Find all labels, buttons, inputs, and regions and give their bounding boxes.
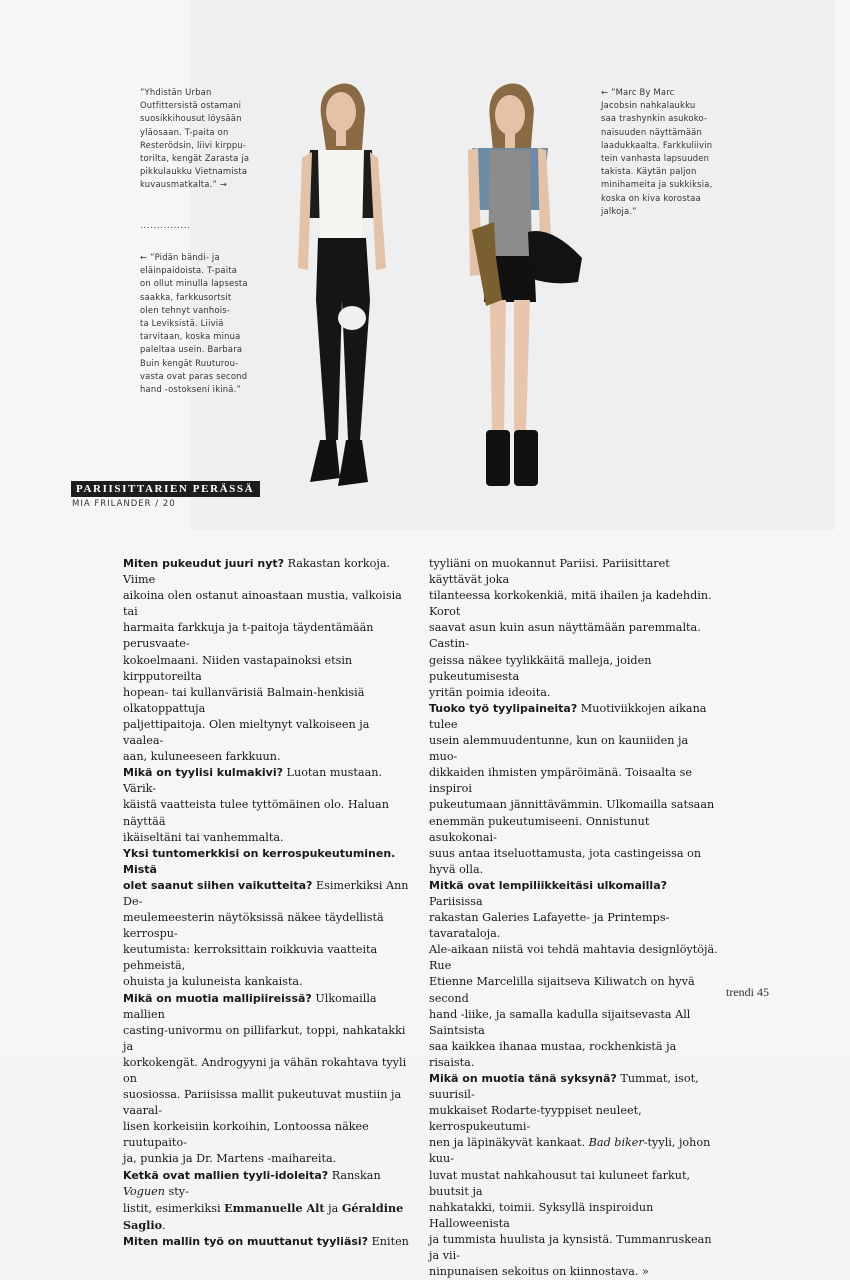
answer-text: korkokengät. Androgyyni ja vähän rokahtava tyyli on <box>123 1055 407 1085</box>
answer-text: Etienne Marcelilla sijaitseva Kiliwatch on hyvä second <box>429 975 695 1005</box>
question-text: Mikä on muotia mallipiireissä? <box>123 991 312 1005</box>
caption-line: olen tehnyt vanhois- <box>140 304 231 315</box>
caption-left-bottom <box>140 251 248 396</box>
caption-line: Outfittersistä ostamani <box>140 100 242 111</box>
question-text: Mikä on tyylisi kulmakivi? <box>123 766 283 780</box>
answer-text: Ranskan <box>328 1168 381 1182</box>
caption-line: Resterödsin, liivi kirppu- <box>140 139 247 150</box>
body-line <box>429 556 719 588</box>
body-line <box>429 588 719 620</box>
answer-text: Esimerkiksi Ann De- <box>123 878 409 908</box>
answer-text: nen ja läpinäkyvät kankaat. <box>429 1136 589 1150</box>
body-line <box>123 1087 413 1119</box>
caption-separator: ............... <box>140 221 191 231</box>
caption-left-top <box>140 86 249 192</box>
answer-text: aan, kuluneeseen farkkuun. <box>123 750 281 764</box>
answer-text: ninpunaisen sekoitus on kiinnostava. » <box>429 1265 649 1279</box>
body-line <box>429 814 719 846</box>
body-line <box>429 1168 719 1200</box>
answer-text: -tyyli, johon kuu- <box>429 1136 711 1166</box>
body-line <box>123 765 413 797</box>
body-line <box>123 910 413 942</box>
body-line <box>429 1103 719 1135</box>
answer-text: geissa näkee tyylikkäitä malleja, joiden pukeutumisesta <box>429 653 652 683</box>
caption-line: on ollut minulla lapsesta <box>140 278 248 289</box>
caption-line: saa trashynkin asukoko- <box>601 113 708 124</box>
caption-line: yläosaan. T-paita on <box>140 126 229 137</box>
answer-text: keutumista: kerroksittain roikkuvia vaatteita pehmeistä, <box>123 943 378 973</box>
answer-text: Luotan mustaan. Värik- <box>123 766 383 796</box>
caption-line: Jacobsin nahkalaukku <box>601 100 696 111</box>
body-line <box>123 1151 413 1167</box>
answer-text: rakastan Galeries Lafayette- ja Printemps-tavarataloja. <box>429 911 670 941</box>
body-line <box>123 588 413 620</box>
body-line <box>429 1071 719 1103</box>
question-text: olet saanut siihen vaikutteita? <box>123 878 313 892</box>
body-line <box>123 942 413 974</box>
answer-text: ja <box>324 1201 342 1215</box>
answer-text: Muotiviikkojen aikana tulee <box>429 701 707 731</box>
caption-line: naisuuden näyttämään <box>601 126 703 137</box>
answer-text: käistä vaatteista tulee tyttömäinen olo. Haluan näyttää <box>123 798 389 828</box>
answer-text: suus antaa itseluottamusta, jota castingeissa on hyvä olla. <box>429 846 702 876</box>
question-text: Mikä on muotia tänä syksynä? <box>429 1072 617 1085</box>
caption-line: ”Yhdistän Urban <box>140 87 212 97</box>
body-line <box>429 1135 719 1167</box>
body-line <box>429 620 719 652</box>
body-line <box>123 1119 413 1151</box>
answer-text: hopean- tai kullanvärisiä Balmain-henkisiä olkatoppattuja <box>123 685 365 715</box>
caption-line: Buin kengät Ruuturou- <box>140 357 239 368</box>
answer-text: kokoelmaani. Niiden vastapainoksi etsin kirpputoreilta <box>123 653 353 683</box>
caption-line: paleltaa usein. Barbara <box>140 344 243 355</box>
body-line <box>429 1039 719 1071</box>
caption-line: tein vanhasta lapsuuden <box>601 153 710 164</box>
body-line <box>429 1200 719 1232</box>
body-line <box>123 1168 413 1200</box>
caption-right <box>601 86 712 218</box>
answer-text: enemmän pukeutumiseeni. Onnistunut asukokonai- <box>429 814 650 844</box>
body-line <box>123 1234 413 1250</box>
body-line <box>429 974 719 1006</box>
answer-text: hand -liike, ja samalla kadulla sijaitsevasta All Saintsista <box>429 1007 691 1037</box>
answer-text: paljettipaitoja. Olen mieltynyt valkoiseen ja vaalea- <box>123 717 370 748</box>
model-left <box>298 84 386 487</box>
answer-text: dikkaiden ihmisten ympäröimänä. Toisaalta se inspiroi <box>429 766 693 796</box>
answer-text: Ulkomailla mallien <box>123 991 377 1021</box>
body-line <box>123 653 413 685</box>
body-line <box>123 717 413 749</box>
body-line <box>123 797 413 829</box>
answer-text: harmaita farkkuja ja t-paitoja täydentämään perusvaate- <box>123 621 374 651</box>
answer-text: lisen korkeisiin korkoihin, Lontoossa näkee ruutupaito- <box>123 1120 369 1150</box>
answer-text: casting-univormu on pillifarkut, toppi, nahkatakki ja <box>123 1023 406 1053</box>
body-line <box>429 1232 719 1264</box>
caption-line: ta Leviksistä. Liiviä <box>140 318 224 329</box>
answer-text: yritän poimia ideoita. <box>429 685 551 699</box>
question-text: Mitkä ovat lempiliikkeitäsi ulkomailla? <box>429 878 668 892</box>
body-line <box>123 685 413 717</box>
body-column-left <box>123 556 413 1250</box>
body-line <box>123 1200 413 1234</box>
body-line <box>123 1055 413 1087</box>
body-line <box>123 830 413 846</box>
answer-text: usein alemmuudentunne, kun on kauniiden ja muo- <box>429 734 689 764</box>
body-line <box>123 878 413 910</box>
body-line <box>429 797 719 813</box>
caption-line: takista. Käytän paljon <box>601 166 697 177</box>
body-line <box>429 701 719 733</box>
byline: MIA FRILANDER / 20 <box>72 499 176 509</box>
answer-text: saavat asun kuin asun näyttämään paremmalta. Castin- <box>429 621 701 651</box>
question-text: Tuoko työ tyylipaineita? <box>429 701 578 715</box>
caption-line: pikkulaukku Vietnamista <box>140 166 248 177</box>
question-text: Miten pukeudut juuri nyt? <box>123 557 285 570</box>
answer-text: . <box>162 1218 166 1232</box>
body-line <box>429 685 719 701</box>
body-line <box>429 1007 719 1039</box>
body-line <box>429 846 719 878</box>
caption-line: suosikkihousut löysään <box>140 113 242 124</box>
answer-text: Ale-aikaan niistä voi tehdä mahtavia designlöytöjä. Rue <box>429 943 718 973</box>
caption-line: ← ”Pidän bändi- ja <box>140 252 220 262</box>
answer-text: Pariisissa <box>429 894 483 908</box>
caption-line: ← ”Marc By Marc <box>601 87 675 97</box>
answer-text: meulemeesterin näytöksissä näkee täydellistä kerrospu- <box>123 911 384 941</box>
model-right <box>468 84 582 486</box>
body-line <box>123 1023 413 1055</box>
page-folio: trendi 45 <box>726 985 769 999</box>
answer-text: luvat mustat nahkahousut tai kuluneet farkut, buutsit ja <box>429 1168 691 1198</box>
bold-name: Emmanuelle Alt <box>224 1200 325 1215</box>
answer-text: ikäiseltäni tai vanhemmalta. <box>123 830 284 844</box>
body-line <box>429 1264 719 1280</box>
fashion-photo <box>190 0 835 530</box>
body-line <box>429 910 719 942</box>
body-line <box>429 942 719 974</box>
answer-text: sty- <box>164 1184 189 1198</box>
answer-text: nahkatakki, toimii. Syksyllä inspiroidun Halloweenista <box>429 1200 654 1230</box>
caption-line: kuvausmatkalta.” → <box>140 179 228 190</box>
answer-text: tilanteessa korkokenkiä, mitä ihailen ja kadehdin. Korot <box>429 589 712 619</box>
caption-line: saakka, farkkusortsit <box>140 291 232 302</box>
answer-text: mukkaiset Rodarte-tyyppiset neuleet, kerrospukeutumi- <box>429 1104 642 1134</box>
question-text: Yksi tuntomerkkisi on kerrospukeutuminen. Mistä <box>123 846 396 876</box>
caption-line: koska on kiva korostaa <box>601 192 701 203</box>
italic-text: Bad biker <box>588 1136 644 1150</box>
body-line <box>123 620 413 652</box>
body-line <box>429 733 719 765</box>
body-column-right <box>429 556 719 1280</box>
caption-line: vasta ovat paras second <box>140 370 248 381</box>
body-line <box>123 846 413 878</box>
answer-text: tyyliäni on muokannut Pariisi. Pariisittaret käyttävät joka <box>429 557 670 587</box>
caption-line: tarvitaan, koska minua <box>140 331 241 342</box>
answer-text: pukeutumaan jännittävämmin. Ulkomailla satsaan <box>429 798 715 812</box>
caption-line: hand -ostokseni ikinä.” <box>140 384 242 395</box>
answer-text: suosiossa. Pariisissa mallit pukeutuvat mustiin ja vaaral- <box>123 1088 402 1118</box>
caption-line: torilta, kengät Zarasta ja <box>140 153 250 164</box>
answer-text: Eniten <box>368 1234 409 1248</box>
answer-text: Rakastan korkoja. Viime <box>123 557 391 587</box>
answer-text: Tummat, isot, suurisil- <box>429 1072 699 1102</box>
body-line <box>429 653 719 685</box>
body-line <box>123 974 413 990</box>
body-line <box>123 991 413 1023</box>
answer-text: listit, esimerkiksi <box>123 1201 225 1215</box>
answer-text: saa kaikkea ihanaa mustaa, rockhenkistä ja risaista. <box>429 1039 677 1069</box>
answer-text: ja, punkia ja Dr. Martens -maihareita. <box>123 1152 337 1166</box>
caption-line: minihameita ja sukkiksia, <box>601 179 713 190</box>
caption-line: eläinpaidoista. T-paita <box>140 265 238 276</box>
answer-text: ohuista ja kuluneista kankaista. <box>123 975 303 989</box>
question-text: Miten mallin työ on muuttanut tyyliäsi? <box>123 1234 369 1248</box>
body-line <box>123 556 413 588</box>
bold-name: Géraldine Saglio <box>123 1200 404 1232</box>
caption-line: jalkoja.” <box>601 205 637 216</box>
question-text: Ketkä ovat mallien tyyli-idoleita? <box>123 1168 329 1182</box>
body-line <box>123 749 413 765</box>
italic-text: Voguen <box>123 1184 165 1198</box>
answer-text: aikoina olen ostanut ainoastaan mustia, valkoisia tai <box>123 589 402 619</box>
body-line <box>429 765 719 797</box>
models-illustration <box>190 0 835 530</box>
section-tag: PARIISITTARIEN PERÄSSÄ <box>71 481 260 497</box>
body-line <box>429 878 719 910</box>
answer-text: ja tummista huulista ja kynsistä. Tummanruskean ja vii- <box>429 1232 712 1263</box>
caption-line: laadukkaalta. Farkkuliivin <box>601 139 713 150</box>
